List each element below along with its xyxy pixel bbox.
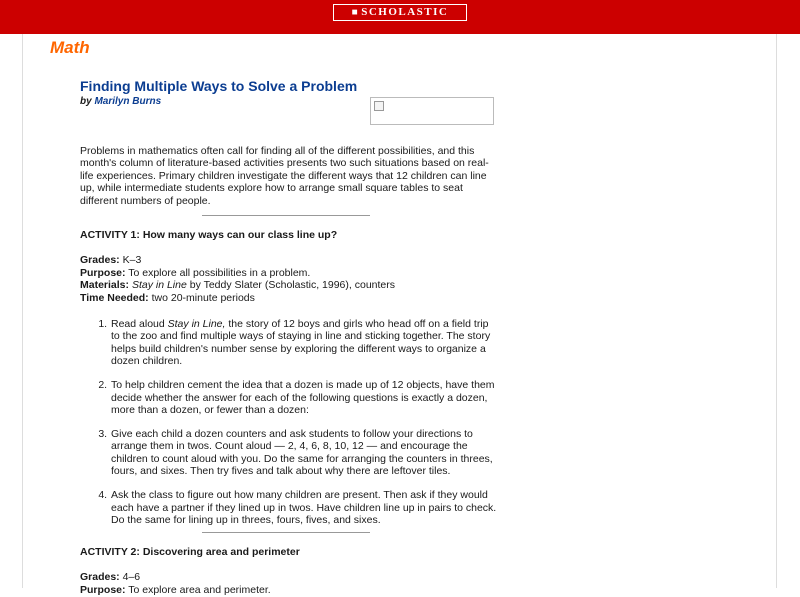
intro-paragraph: Problems in mathematics often call for finding all of the different possibilities, and this month's column of literature-based activities presents two such situations based on real-life experiences. Primary children investigate the different ways that 12 children can line up, while intermediate students explore how to arrange small square tables to seat different numbers of people. <box>80 144 489 207</box>
activity1-materials: Materials: Stay in Line by Teddy Slater (Scholastic, 1996), counters <box>80 279 395 292</box>
author-link[interactable]: Marilyn Burns <box>94 96 162 107</box>
step-2: 2. To help children cement the idea that a dozen is made up of 12 objects, have them decide whether the answer for each of the following questions is exactly a dozen, more than a dozen, or fewer than a dozen: <box>110 379 500 417</box>
activity1-time: Time Needed: two 20-minute periods <box>80 291 255 304</box>
divider <box>202 215 370 216</box>
activity1-heading: ACTIVITY 1: How many ways can our class line up? <box>80 228 338 241</box>
activity1-meta <box>80 254 500 304</box>
activity1-purpose: Purpose: To explore all possibilities in a problem. <box>80 266 311 279</box>
divider <box>202 532 370 533</box>
activity2-purpose: Purpose: To explore area and perimeter. <box>80 584 271 597</box>
brand-name: SCHOLASTIC <box>361 6 449 18</box>
scholastic-logo[interactable] <box>333 4 467 21</box>
activity2-grades: Grades: 4–6 <box>80 571 141 584</box>
byline <box>80 96 500 109</box>
activity2-meta <box>80 571 500 596</box>
book-icon: ■ <box>351 7 360 18</box>
step-4: 4. Ask the class to figure out how many children are present. Then ask if they would each have a partner if they lined up in twos. Have children line up in pairs to check. Do the same for lining up in threes, fours, fives, and sixes. <box>110 489 500 527</box>
activity1-steps <box>80 318 500 527</box>
step-3: 3. Give each child a dozen counters and ask students to follow your directions to arrange them in twos. Count aloud — 2, 4, 6, 8, 10, 12 — and encourage the children to count aloud with you. Do the same for arranging the counters in threes, fours, and sixes. Then try fives and talk about why there are leftover tiles. <box>110 428 500 478</box>
activity2-heading: ACTIVITY 2: Discovering area and perimeter <box>80 545 300 558</box>
article <box>80 78 500 597</box>
step-1: 1. Read aloud Stay in Line, the story of 12 boys and girls who head off on a field trip to the zoo and find multiple ways of staying in line and sticking together. The story helps build children's number sense by exploring the different ways to organize a dozen children. <box>110 318 500 368</box>
section-title: Math <box>50 38 90 57</box>
top-banner <box>0 0 800 34</box>
activity1-grades: Grades: K–3 <box>80 254 142 267</box>
byline-by: by <box>80 96 92 107</box>
article-title: Finding Multiple Ways to Solve a Problem <box>80 78 358 94</box>
